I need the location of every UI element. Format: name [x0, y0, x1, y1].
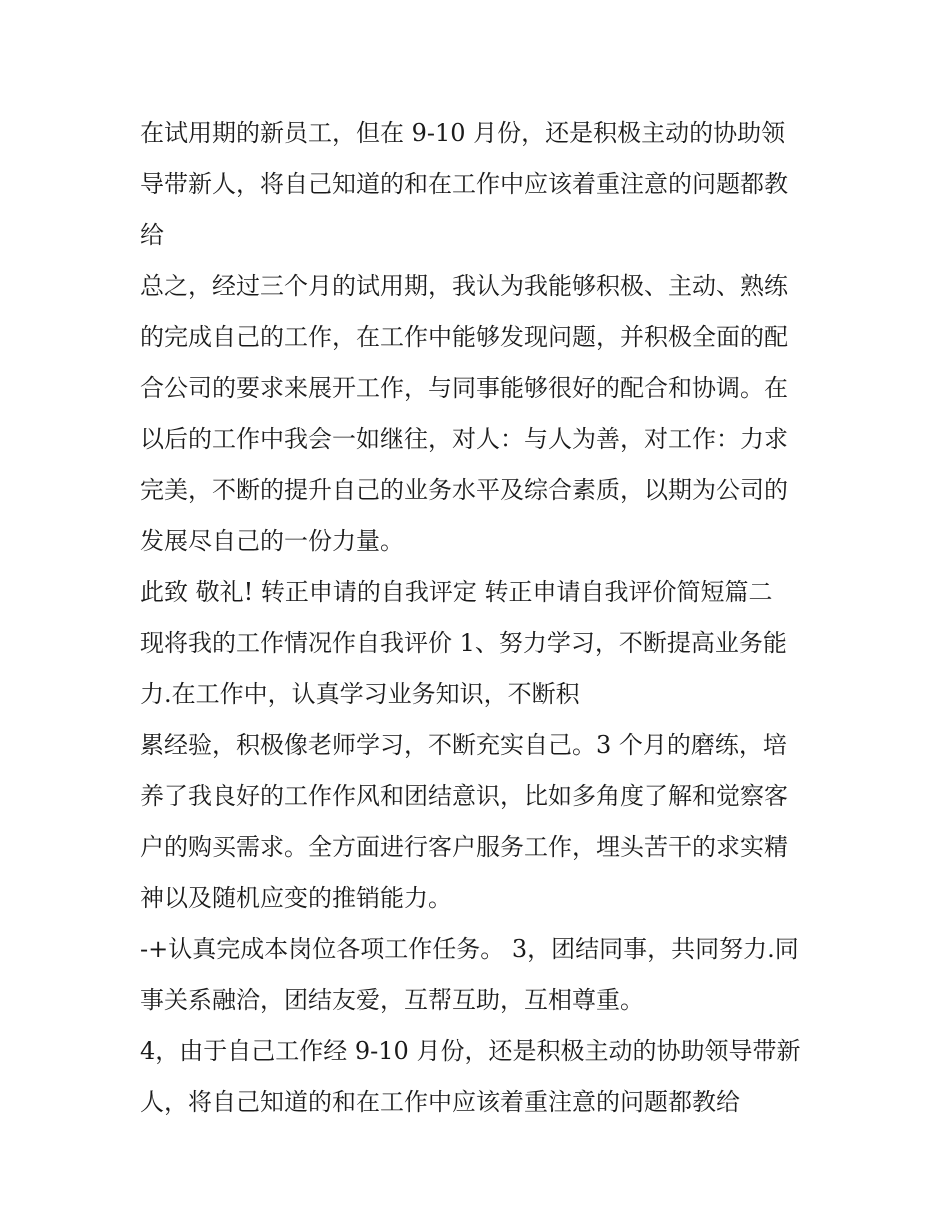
text-line: 神以及随机应变的推销能力。 — [140, 884, 452, 912]
text-line: 的完成自己的工作，在工作中能够发现问题，并积极全面的配 — [140, 323, 788, 351]
text-line: 事关系融洽，团结友爱，互帮互助，互相尊重。 — [140, 986, 644, 1014]
text-line: 在试用期的新员工，但在 9-10 月份，还是积极主动的协助领 — [140, 119, 786, 147]
text-line: 发展尽自己的一份力量。 — [140, 527, 404, 555]
text-line: 给 — [140, 221, 164, 249]
text-line: 4，由于自己工作经 9-10 月份，还是积极主动的协助领导带新 — [140, 1037, 801, 1065]
text-line: 合公司的要求来展开工作，与同事能够很好的配合和协调。在 — [140, 374, 788, 402]
text-line: 总之，经过三个月的试用期，我认为我能够积极、主动、熟练 — [140, 272, 788, 300]
text-line: 完美，不断的提升自己的业务水平及综合素质，以期为公司的 — [140, 476, 788, 504]
text-line: 户的购买需求。全方面进行客户服务工作，埋头苦干的求实精 — [140, 833, 788, 861]
text-line: 力.在工作中，认真学习业务知识，不断积 — [140, 680, 580, 708]
text-line: -+认真完成本岗位各项工作任务。 3，团结同事，共同努力.同 — [140, 935, 799, 963]
document-text — [140, 108, 812, 1128]
text-line: 现将我的工作情况作自我评价 1、努力学习，不断提高业务能 — [140, 629, 787, 657]
text-line: 导带新人，将自己知道的和在工作中应该着重注意的问题都教 — [140, 170, 788, 198]
text-line: 累经验，积极像老师学习，不断充实自己。3 个月的磨练，培 — [140, 731, 787, 759]
text-line: 人，将自己知道的和在工作中应该着重注意的问题都教给 — [140, 1088, 740, 1116]
text-line: 以后的工作中我会一如继往，对人：与人为善，对工作：力求 — [140, 425, 788, 453]
text-line: 养了我良好的工作作风和团结意识，比如多角度了解和觉察客 — [140, 782, 788, 810]
text-line: 此致 敬礼! 转正申请的自我评定 转正申请自我评价简短篇二 — [140, 578, 773, 606]
